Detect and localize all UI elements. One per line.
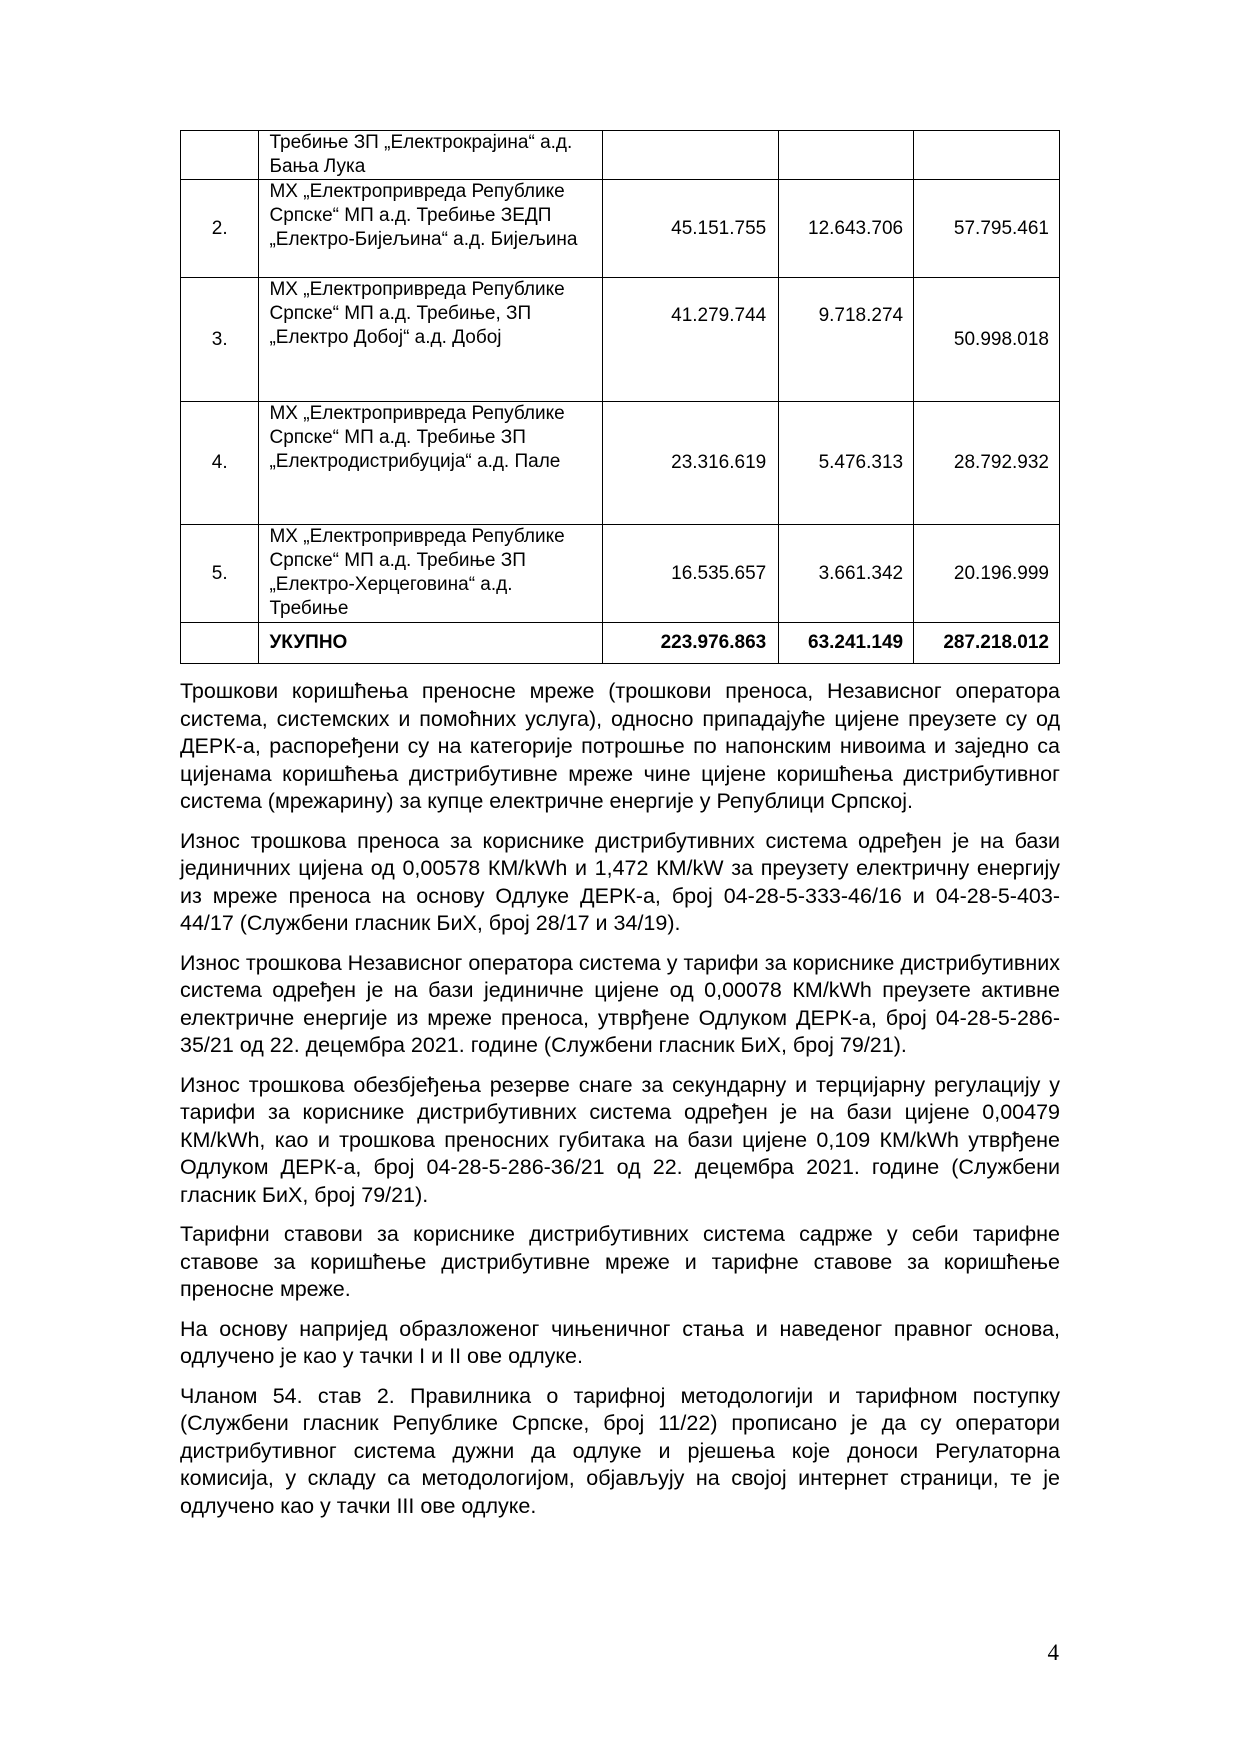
- value-a: 45.151.755: [603, 180, 779, 278]
- row-number: [181, 623, 259, 664]
- page-number: 4: [1047, 1640, 1059, 1665]
- value-a: 16.535.657: [603, 525, 779, 623]
- paragraph: Износ трошкова преноса за кориснике дистрибутивних система одређен је на бази јединичних цијена од 0,00578 КМ/kWh и 1,472 КМ/kW за преузету електричну енергију из мреже преноса на основу Одлуке ДЕРК-а, број 04-28-5-333-46/16 и 04-28-5-403-44/17 (Службени гласник БиХ, број 28/17 и 34/19).: [180, 828, 1060, 935]
- table-row: [181, 278, 1060, 402]
- paragraph: Износ трошкова обезбјеђења резерве снаге за секундарну и терцијарну регулацију у тарифи за кориснике дистрибутивних система одређен је на бази цијене 0,00479 КМ/kWh, као и трошкова преносних губитака на бази цијене 0,109 КМ/kWh утврђене Одлуком ДЕРК-а, број 04-28-5-286-36/21 од 22. децембра 2021. године (Службени гласник БиХ, број 79/21).: [180, 1072, 1060, 1207]
- value-c: 28.792.932: [914, 402, 1060, 525]
- row-number: 4.: [181, 402, 259, 525]
- company-name: МХ „Електропривреда Републике Српске“ МП а.д. Требиње ЗП „Електродистрибуција“ а.д. Пале: [259, 402, 603, 525]
- value-b: 12.643.706: [779, 180, 914, 278]
- value-b: 3.661.342: [779, 525, 914, 623]
- value-b: 9.718.274: [779, 278, 914, 402]
- table-row: [181, 131, 1060, 180]
- row-number: [181, 131, 259, 180]
- row-number: 3.: [181, 278, 259, 402]
- value-b: 5.476.313: [779, 402, 914, 525]
- table-row: [181, 402, 1060, 525]
- company-name: МХ „Електропривреда Републике Српске“ МП а.д. Требиње ЗЕДП „Електро-Бијељина“ а.д. Бијељина: [259, 180, 603, 278]
- total-value-a: 223.976.863: [603, 623, 779, 664]
- company-name: МХ „Електропривреда Републике Српске“ МП а.д. Требиње ЗП „Електро-Херцеговина“ а.д. Требиње: [259, 525, 603, 623]
- paragraph: На основу напријед образложеног чињеничног стања и наведеног правног основа, одлучено је као у тачки I и II ове одлуке.: [180, 1316, 1060, 1368]
- table-total-row: [181, 623, 1060, 664]
- company-name: Требиње ЗП „Електрокрајина“ а.д. Бања Лука: [259, 131, 603, 180]
- total-value-c: 287.218.012: [914, 623, 1060, 664]
- company-name: МХ „Електропривреда Републике Српске“ МП а.д. Требиње, ЗП „Електро Добој“ а.д. Добој: [259, 278, 603, 402]
- total-value-b: 63.241.149: [779, 623, 914, 664]
- paragraph: Тарифни ставови за кориснике дистрибутивних система садрже у себи тарифне ставове за коришћење дистрибутивне мреже и тарифне ставове за коришћење преносне мреже.: [180, 1222, 1060, 1301]
- row-number: 2.: [181, 180, 259, 278]
- value-c: 20.196.999: [914, 525, 1060, 623]
- value-c: [914, 131, 1060, 180]
- paragraph: Трошкови коришћења преносне мреже (трошкови преноса, Независног оператора система, системских и помоћних услуга), односно припадајуће цијене преузете су од ДЕРК-а, распоређени су на категорије потрошње по напонским нивоима и заједно са цијенама коришћења дистрибутивне мреже чине цијене коришћења дистрибутивног система (мрежарину) за купце електричне енергије у Републици Српској.: [180, 679, 1060, 813]
- value-a: [603, 131, 779, 180]
- table-row: [181, 525, 1060, 623]
- total-label: УКУПНО: [259, 623, 603, 664]
- value-c: 50.998.018: [914, 278, 1060, 402]
- paragraph: Износ трошкова Независног оператора система у тарифи за кориснике дистрибутивних система одређен је на бази јединичне цијене од 0,00078 КМ/kWh преузете активне електричне енергије из мреже преноса, утврђене Одлуком ДЕРК-а, број 04-28-5-286-35/21 од 22. децембра 2021. године (Службени гласник БиХ, број 79/21).: [180, 950, 1060, 1057]
- paragraph: Чланом 54. став 2. Правилника о тарифној методологији и тарифном поступку (Службени гласник Републике Српске, број 11/22) прописано је да су оператори дистрибутивног система дужни да одлуке и рјешења које доноси Регулаторна комисија, у складу са методологијом, објављују на својој интернет страници, те је одлучено као у тачки III ове одлуке.: [180, 1383, 1060, 1518]
- table-row: [181, 180, 1060, 278]
- costs-table: [180, 130, 1060, 664]
- value-c: 57.795.461: [914, 180, 1060, 278]
- value-a: 41.279.744: [603, 278, 779, 402]
- value-a: 23.316.619: [603, 402, 779, 525]
- row-number: 5.: [181, 525, 259, 623]
- value-b: [779, 131, 914, 180]
- document-page: [180, 130, 1060, 1532]
- body-text: [180, 678, 1060, 1520]
